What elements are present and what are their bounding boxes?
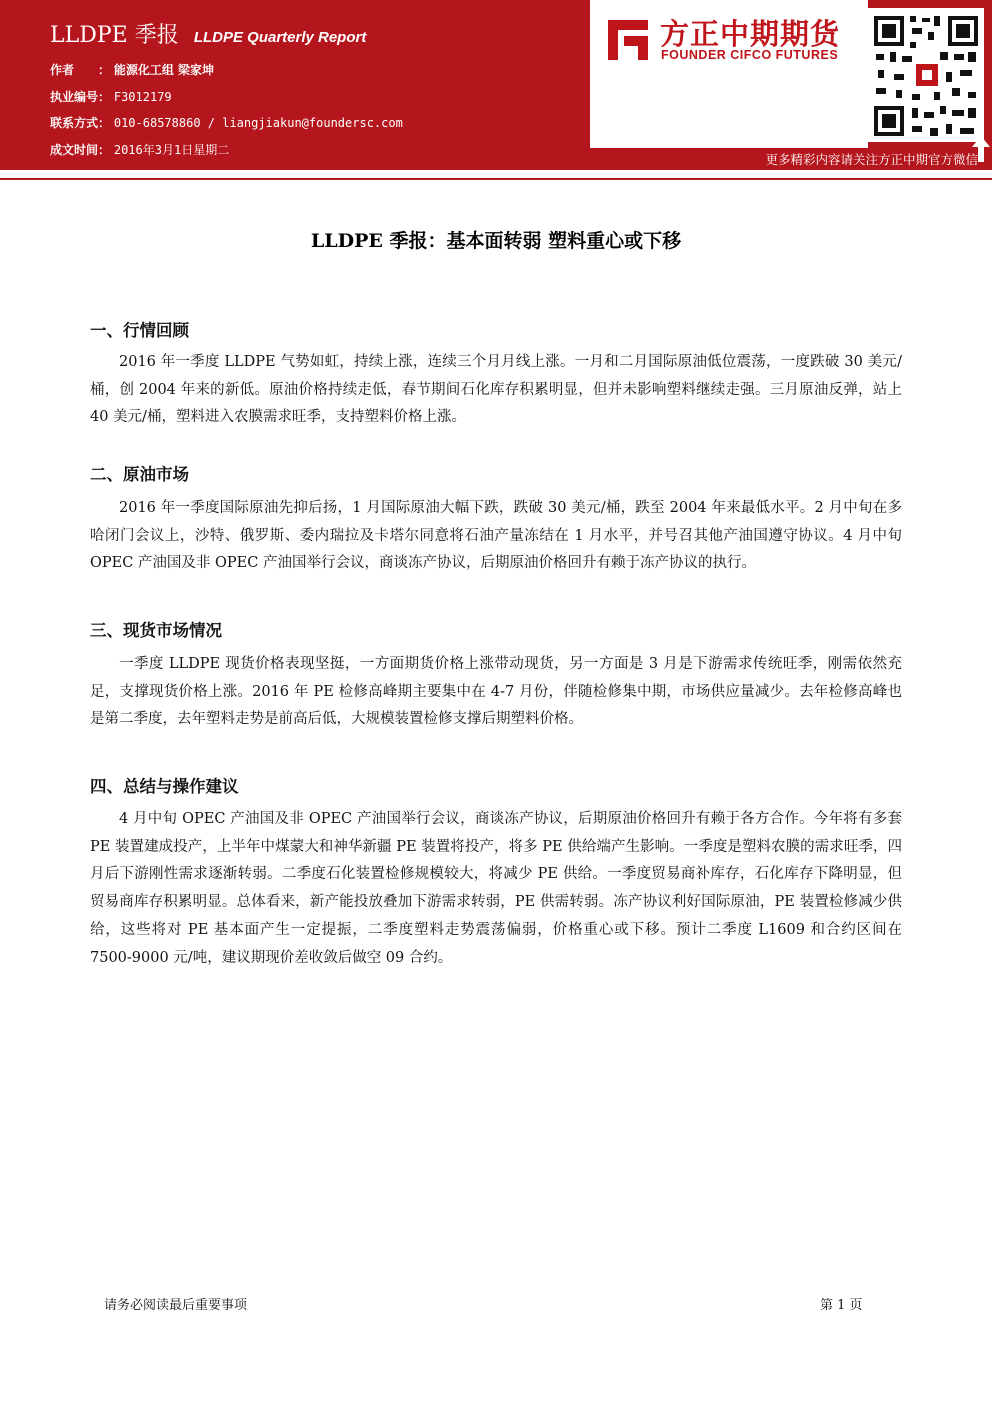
report-title-cn: LLDPE 季报 — [50, 23, 179, 48]
page-number: 第 1 页 — [820, 1298, 863, 1313]
section-heading-market-review: 一、行情回顾 — [90, 321, 189, 340]
meta-value: 2016年3月1日星期二 — [113, 142, 230, 157]
meta-date — [50, 140, 403, 167]
header-divider — [0, 178, 992, 180]
section-body-summary: 4 月中旬 OPEC 产油国及非 OPEC 产油国举行会议，商谈冻产协议，后期原油价格回升有赖于各方合作。今年将有多套 PE 装置建成投产，上半年中煤蒙大和神华新疆 PE 装置将投产，将多 PE 供给端产生影响。一季度是塑料农膜的需求旺季，四月后下游刚性需求逐渐转弱。二季度石化装置检修规模较大，将减少 PE 供给。一季度贸易商补库存，石化库存下降明显，但贸易商库存积累明显。总体看来，新产能投放叠加下游需求转弱，PE 供需转弱。冻产协议利好国际原油，PE 装置检修减少供给，这些将对 PE 基本面产生一定提振，二季度塑料走势震荡偏弱，价格重心或下移。预计二季度 L1609 和合约区间在 7500-9000 元/吨，建议期现价差收敛后做空 09 合约。 — [90, 811, 902, 966]
section-heading-spot-market: 三、现货市场情况 — [90, 621, 222, 640]
report-title — [50, 18, 366, 49]
section-heading-crude-oil: 二、原油市场 — [90, 465, 189, 484]
logo-text-en: FOUNDER CIFCO FUTURES — [661, 48, 839, 62]
section-body-spot-market: 一季度 LLDPE 现货价格表现坚挺，一方面期货价格上涨带动现货，另一方面是 3 月是下游需求传统旺季，刚需依然充足，支撑现货价格上涨。2016 年 PE 检修高峰期主要集中在 4-7 月份，伴随检修集中期，市场供应量减少。去年检修高峰也是第二季度，去年塑料走势是前高后低，大规模装置检修支撑后期塑料价格。 — [90, 656, 902, 728]
meta-label: 成文时间： — [50, 142, 111, 157]
meta-label: 作者 ： — [50, 63, 111, 77]
meta-contact — [50, 113, 403, 140]
meta-label: 联系方式： — [50, 116, 111, 130]
meta-author — [50, 60, 403, 87]
meta-label: 执业编号： — [50, 89, 111, 104]
report-title-en: LLDPE Quarterly Report — [193, 29, 367, 46]
author-meta — [50, 60, 403, 166]
founder-logo-icon — [604, 16, 652, 64]
meta-license — [50, 87, 403, 114]
qr-code-icon — [868, 8, 984, 142]
meta-value: 能源化工组 梁家坤 — [113, 63, 215, 77]
meta-value: 010-68578860 / liangjiakun@foundersc.com — [113, 116, 403, 130]
footer-notice: 请务必阅读最后重要事项 — [104, 1298, 248, 1313]
report-header — [0, 0, 992, 170]
company-logo — [590, 0, 868, 148]
wechat-promo: 更多精彩内容请关注方正中期官方微信 — [765, 152, 978, 167]
section-heading-summary: 四、总结与操作建议 — [90, 777, 239, 796]
document-title: LLDPE 季报：基本面转弱 塑料重心或下移 — [310, 230, 682, 252]
meta-value: F3012179 — [113, 89, 172, 104]
section-body-market-review: 2016 年一季度 LLDPE 气势如虹，持续上涨，连续三个月月线上涨。一月和二月国际原油低位震荡，一度跌破 30 美元/桶，创 2004 年来的新低。原油价格持续走低，春节期间石化库存积累明显，但并未影响塑料继续走强。三月原油反弹，站上 40 美元/桶，塑料进入农膜需求旺季，支持塑料价格上涨。 — [90, 354, 902, 426]
logo-text-cn: 方正中期期货 — [660, 17, 841, 51]
section-body-crude-oil: 2016 年一季度国际原油先抑后扬，1 月国际原油大幅下跌，跌破 30 美元/桶，跌至 2004 年来最低水平。2 月中旬在多哈闭门会议上，沙特、俄罗斯、委内瑞拉及卡塔尔同意将石油产量冻结在 1 月水平，并号召其他产油国遵守协议。4 月中旬 OPEC 产油国及非 OPEC 产油国举行会议，商谈冻产协议，后期原油价格回升有赖于冻产协议的执行。 — [90, 500, 902, 572]
